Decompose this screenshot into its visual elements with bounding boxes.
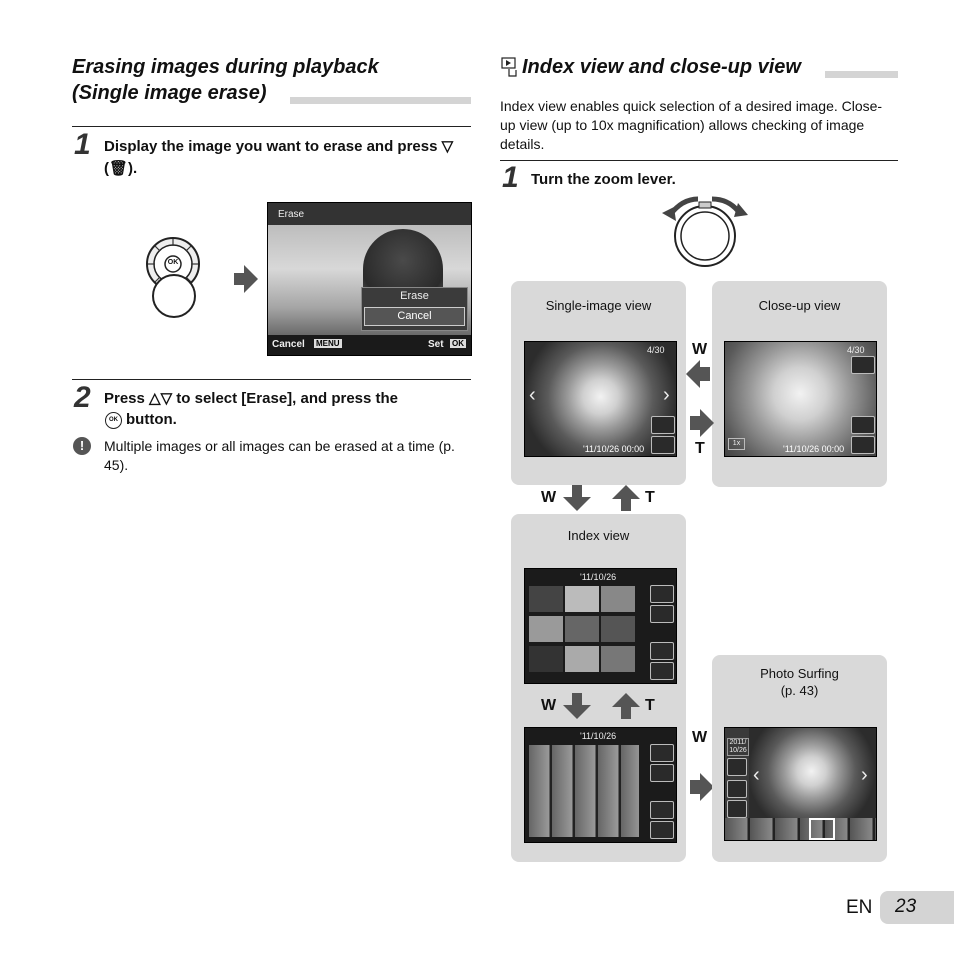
single-image-screen — [524, 341, 677, 457]
arrow-up-icon-2 — [610, 693, 642, 719]
index-screen-5x4 — [524, 727, 677, 843]
playback-icon — [501, 57, 519, 77]
step1-number: 1 — [74, 128, 91, 161]
ps-location-icon[interactable] — [727, 800, 747, 818]
index2-view-icon[interactable] — [650, 801, 674, 819]
erase-menu-erase[interactable]: Erase — [400, 290, 429, 302]
arrow-left-icon — [686, 360, 700, 388]
closeup-datetime: '11/10/26 00:00 — [783, 444, 845, 454]
ps-date[interactable]: 2011/ 10/26 — [727, 738, 749, 756]
left-title-line1: Erasing images during playback — [72, 56, 379, 78]
closeup-zoom-in-icon[interactable] — [851, 416, 875, 434]
index-view-icon[interactable] — [651, 436, 675, 454]
ps-scene-icon[interactable] — [727, 780, 747, 798]
photo-surfing-line2: (p. 43) — [780, 683, 819, 698]
step1-instruction: Display the image you want to erase and press ▽ (🗑). — [104, 138, 454, 177]
zoom-in-icon[interactable] — [651, 416, 675, 434]
footer-page-tab — [880, 891, 954, 924]
step2-instruction-a: Press △▽ to select [Erase], and press the — [104, 390, 399, 407]
index-screen-4x3 — [524, 568, 677, 684]
step2-divider — [72, 379, 471, 380]
arrow-right-icon — [244, 265, 258, 293]
index-scroll-up-icon[interactable] — [650, 585, 674, 603]
closeup-zoom-out-icon[interactable] — [851, 436, 875, 454]
single-datetime: '11/10/26 00:00 — [583, 444, 645, 454]
index-date-2: '11/10/26 — [580, 731, 617, 741]
photo-surfing-screen — [724, 727, 877, 841]
footer-lang: EN — [846, 897, 873, 918]
erase-menu-cancel[interactable]: Cancel — [364, 307, 465, 326]
index2-grid-icon[interactable] — [650, 821, 674, 839]
panel-closeup-label: Close-up view — [758, 298, 841, 313]
index-scroll-down-icon[interactable] — [650, 605, 674, 623]
index-date: '11/10/26 — [580, 572, 617, 582]
footer-page-number: 23 — [895, 896, 917, 917]
panel-index-label: Index view — [567, 528, 630, 543]
note-text: Multiple images or all images can be erased at a time (p. 45). — [104, 438, 455, 473]
right-title: Index view and close-up view — [522, 56, 801, 78]
closeup-counter: 4/30 — [847, 345, 865, 355]
index-grid-icon[interactable] — [650, 662, 674, 680]
right-step1-instruction: Turn the zoom lever. — [531, 171, 676, 188]
screen-footer-cancel: Cancel — [272, 339, 305, 350]
single-counter: 4/30 — [647, 345, 665, 355]
zoom-level: 1x — [728, 438, 745, 450]
closeup-screen — [724, 341, 877, 457]
screen-footer-set: Set — [428, 339, 444, 350]
ps-selected-frame — [809, 818, 835, 840]
prev-chevron-icon[interactable]: ‹ — [529, 384, 536, 406]
next-chevron-icon[interactable]: › — [663, 384, 670, 406]
step2-instruction-b: button. — [126, 411, 177, 428]
note-icon: ! — [73, 437, 91, 455]
ok-key-icon: OK — [452, 339, 464, 348]
label-t-index: T — [645, 489, 655, 506]
menu-key-icon: MENU — [316, 339, 340, 348]
right-step1-number: 1 — [502, 161, 519, 194]
ps-filmstrip[interactable] — [725, 818, 876, 840]
panel-single-label: Single-image view — [545, 298, 652, 313]
label-t-index2: T — [645, 697, 655, 714]
erase-screen-header: Erase — [278, 209, 305, 220]
step2-number: 2 — [74, 381, 91, 414]
label-w-index: W — [541, 489, 557, 506]
index-grid-thumbnails[interactable] — [529, 745, 639, 837]
right-step1-divider — [500, 160, 898, 161]
dial-ok-label: OK — [167, 259, 179, 266]
right-intro: Index view enables quick selection of a desired image. Close-up view (up to 10x magnification) allows checking of image details. — [500, 98, 883, 152]
left-title-line2: (Single image erase) — [72, 82, 267, 104]
zoom-lever-icon — [658, 193, 750, 271]
left-title-underline — [290, 97, 471, 104]
ps-prev-chevron-icon[interactable]: ‹ — [753, 764, 760, 786]
ps-next-chevron-icon[interactable]: › — [861, 764, 868, 786]
arrow-up-icon — [610, 485, 642, 511]
label-w-photosurfing: W — [692, 729, 708, 746]
index2-scroll-down-icon[interactable] — [650, 764, 674, 782]
erase-screen — [267, 202, 472, 356]
closeup-position-icon — [851, 356, 875, 374]
ps-person-icon[interactable] — [727, 758, 747, 776]
label-t-closeup: T — [695, 440, 705, 457]
step1-divider — [72, 126, 471, 127]
photo-surfing-line1: Photo Surfing — [760, 666, 839, 681]
index2-scroll-up-icon[interactable] — [650, 744, 674, 762]
label-w-index2: W — [541, 697, 557, 714]
arrow-down-icon-2 — [561, 693, 593, 719]
label-w-closeup: W — [692, 341, 708, 358]
arrow-down-icon — [561, 485, 593, 511]
right-title-underline — [825, 71, 898, 78]
index-single-view-icon[interactable] — [650, 642, 674, 660]
ok-button-icon: OK — [105, 412, 122, 429]
arrow-right-icon-2 — [700, 409, 714, 437]
arrow-pad-dial-icon — [145, 234, 207, 320]
